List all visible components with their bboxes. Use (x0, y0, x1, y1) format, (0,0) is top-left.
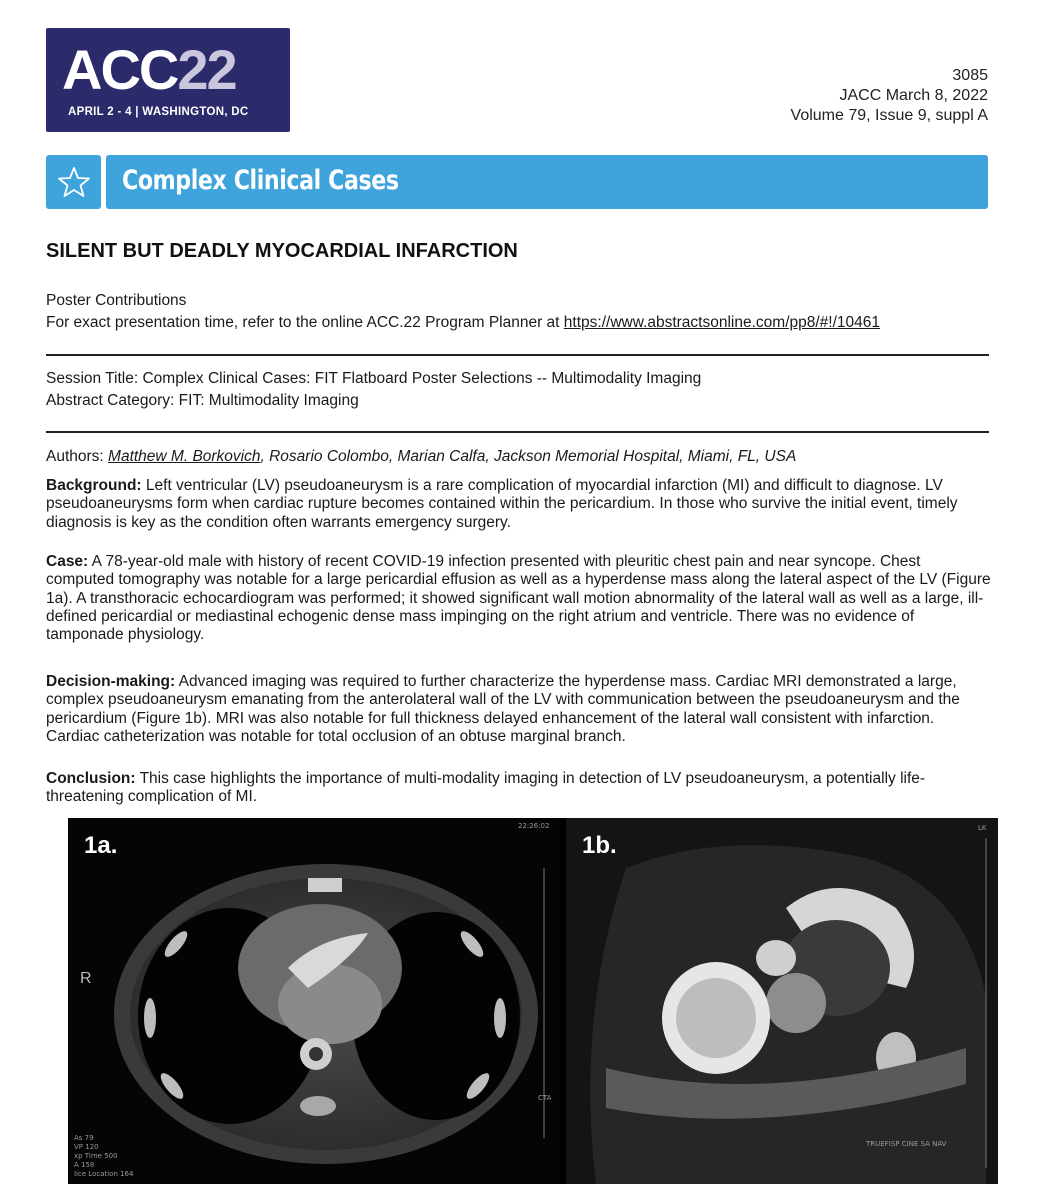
logo-event-dates: APRIL 2 - 4 | WASHINGTON, DC (68, 106, 249, 118)
logo-wordmark (62, 38, 236, 101)
planner-text: For exact presentation time, refer to the online ACC.22 Program Planner at (46, 314, 564, 331)
other-authors: , Rosario Colombo, Marian Calfa, Jackson Memorial Hospital, Miami, FL, USA (260, 448, 797, 465)
ct-params (74, 1134, 133, 1179)
decision-text: Advanced imaging was required to further characterize the hyperdense mass. Cardiac MRI demonstrated a large, complex pseudoaneurysm emanating from the anterolateral wall of the LV with communication between the pseudoaneurysm and the pericardium (Figure 1b). MRI was also notable for full thickness delayed enhancement of the lateral wall consistent with infarction. Cardiac catheterization was notable for total occlusion of an obtuse marginal branch. (46, 673, 960, 745)
planner-line (46, 314, 991, 332)
logo-word-main: ACC (62, 38, 178, 101)
figure-1 (68, 818, 998, 1184)
ct-param: VP 120 (74, 1143, 99, 1151)
category-title: Complex Clinical Cases (122, 165, 399, 196)
ct-modality: CTA (538, 1094, 552, 1102)
conclusion-label: Conclusion: (46, 770, 136, 787)
background-label: Background: (46, 477, 142, 494)
background-paragraph (46, 477, 991, 532)
ct-scan-image (68, 818, 560, 1184)
ct-param: lice Location 164 (74, 1170, 134, 1178)
mri-sequence-label: TRUEFISP CINE SA NAV (866, 1140, 947, 1148)
decision-paragraph (46, 673, 991, 746)
ct-timestamp: 22:26:02 (518, 822, 550, 830)
journal-volume: Volume 79, Issue 9, suppl A (790, 107, 988, 124)
ct-scan-drawing (68, 818, 560, 1184)
mri-corner-marker: LK (978, 824, 987, 832)
case-paragraph (46, 553, 991, 644)
ct-param: xp Time 500 (74, 1152, 118, 1160)
mri-drawing (566, 818, 998, 1184)
divider-2 (46, 431, 989, 433)
session-title: Session Title: Complex Clinical Cases: FIT Flatboard Poster Selections -- Multimodality Imaging (46, 370, 702, 387)
ct-side-marker: R (80, 970, 92, 987)
authors-label: Authors: (46, 448, 109, 465)
acc22-logo (46, 28, 290, 132)
journal-date: JACC March 8, 2022 (839, 87, 988, 104)
case-text: A 78-year-old male with history of recent COVID-19 infection presented with pleuritic chest pain and near syncope. Chest computed tomography was notable for a large pericardial effusion as well as a hyperdense mass along the lateral aspect of the LV (Figure 1a). A transthoracic echocardiogram was performed; it showed significant wall motion abnormality of the lateral wall as well as a large, ill-defined pericardial or mediastinal echogenic dense mass impinging on the right atrium and ventricle. There was no evidence of tamponade physiology. (46, 553, 991, 644)
planner-link[interactable]: https://www.abstractsonline.com/pp8/#!/10461 (563, 314, 881, 331)
case-label: Case: (46, 553, 89, 570)
panel-1a-label: 1a. (84, 832, 118, 859)
authors-line (46, 448, 991, 466)
category-star-box (46, 155, 101, 209)
star-icon (57, 165, 91, 199)
category-banner (106, 155, 988, 209)
panel-1b-label: 1b. (582, 832, 617, 859)
article-type: Poster Contributions (46, 292, 187, 309)
journal-citation (791, 66, 988, 126)
conclusion-text: This case highlights the importance of multi-modality imaging in detection of LV pseudoaneurysm, a potentially life-threatening complication of MI. (46, 770, 926, 806)
conclusion-paragraph (46, 770, 991, 807)
decision-label: Decision-making: (46, 673, 176, 690)
divider-1 (46, 354, 989, 356)
abstract-category: Abstract Category: FIT: Multimodality Imaging (46, 392, 359, 409)
article-title: SILENT BUT DEADLY MYOCARDIAL INFARCTION (46, 240, 518, 262)
first-author-link[interactable]: Matthew M. Borkovich (108, 448, 261, 465)
abstract-number: 3085 (952, 67, 988, 84)
ct-param: As 79 (74, 1134, 94, 1142)
mri-image (566, 818, 998, 1184)
logo-word-year: 22 (177, 38, 236, 101)
background-text: Left ventricular (LV) pseudoaneurysm is a rare complication of myocardial infarction (MI) and difficult to diagnose. LV pseudoaneurysms form when cardiac rupture becomes contained within the pericardium. In those who survive the initial event, timely diagnosis is key as the condition often warrants emergency surgery. (46, 477, 958, 531)
ct-param: A 158 (74, 1161, 95, 1169)
